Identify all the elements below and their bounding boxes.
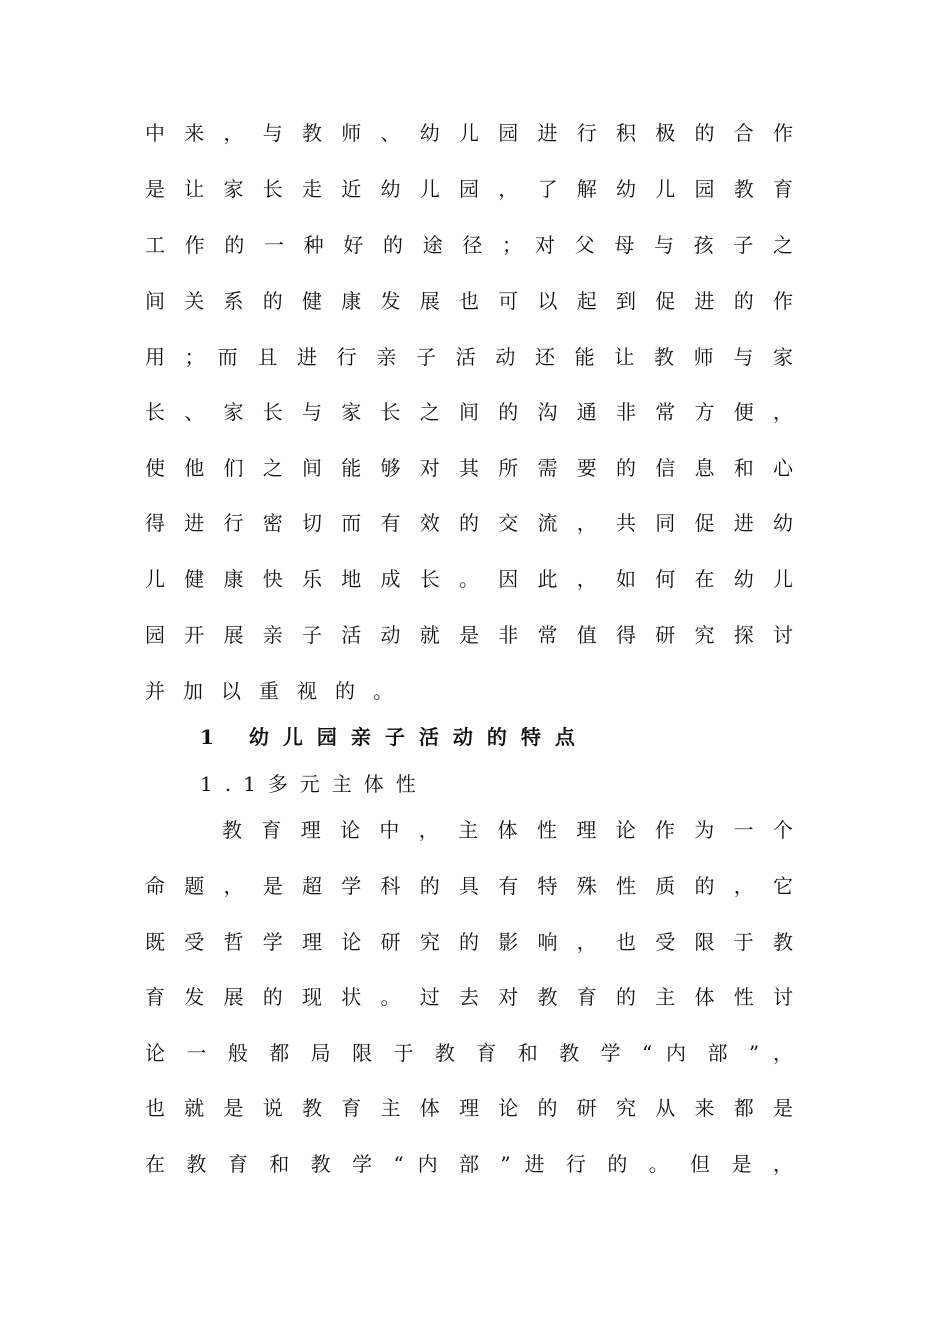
paragraph-line: 间 关 系 的 健 康 发 展 也 可 以 起 到 促 进 的 作 bbox=[145, 289, 793, 313]
paragraph-line-first: 教 育 理 论 中 ， 主 体 性 理 论 作 为 一 个 bbox=[222, 818, 793, 842]
paragraph-line: 在 教 育 和 教 学 “ 内 部 ” 进 行 的 。 但 是 ， bbox=[145, 1152, 793, 1176]
paragraph-line: 论 一 般 都 局 限 于 教 育 和 教 学 “ 内 部 ” ， bbox=[145, 1041, 793, 1065]
paragraph-line: 使 他 们 之 间 能 够 对 其 所 需 要 的 信 息 和 心 bbox=[145, 456, 793, 480]
paragraph-line: 儿 健 康 快 乐 地 成 长 。 因 此 ， 如 何 在 幼 儿 bbox=[145, 567, 793, 591]
paragraph-line: 既 受 哲 学 理 论 研 究 的 影 响 ， 也 受 限 于 教 bbox=[145, 930, 793, 954]
paragraph-line: 中 来 ， 与 教 师 、 幼 儿 园 进 行 积 极 的 合 作 bbox=[145, 121, 793, 145]
paragraph-line: 是 让 家 长 走 近 幼 儿 园 ， 了 解 幼 儿 园 教 育 bbox=[145, 177, 793, 201]
paragraph-line: 也 就 是 说 教 育 主 体 理 论 的 研 究 从 来 都 是 bbox=[145, 1096, 793, 1120]
paragraph-line: 命 题 ， 是 超 学 科 的 具 有 特 殊 性 质 的 ， 它 bbox=[145, 874, 793, 898]
paragraph-line: 用 ； 而 且 进 行 亲 子 活 动 还 能 让 教 师 与 家 bbox=[145, 345, 793, 369]
paragraph-line: 园 开 展 亲 子 活 动 就 是 非 常 值 得 研 究 探 讨 bbox=[145, 623, 793, 647]
paragraph-line-last: 并加以重视的。 bbox=[145, 679, 411, 703]
section-heading: 1 幼儿园亲子活动的特点 bbox=[200, 725, 589, 749]
paragraph-line: 长 、 家 长 与 家 长 之 间 的 沟 通 非 常 方 便 ， bbox=[145, 400, 793, 424]
paragraph-line: 工 作 的 一 种 好 的 途 径 ； 对 父 母 与 孩 子 之 bbox=[145, 233, 793, 257]
subsection-heading: 1.1多元主体性 bbox=[200, 772, 428, 796]
paragraph-line: 育 发 展 的 现 状 。 过 去 对 教 育 的 主 体 性 讨 bbox=[145, 985, 793, 1009]
paragraph-line: 得 进 行 密 切 而 有 效 的 交 流 ， 共 同 促 进 幼 bbox=[145, 511, 793, 535]
